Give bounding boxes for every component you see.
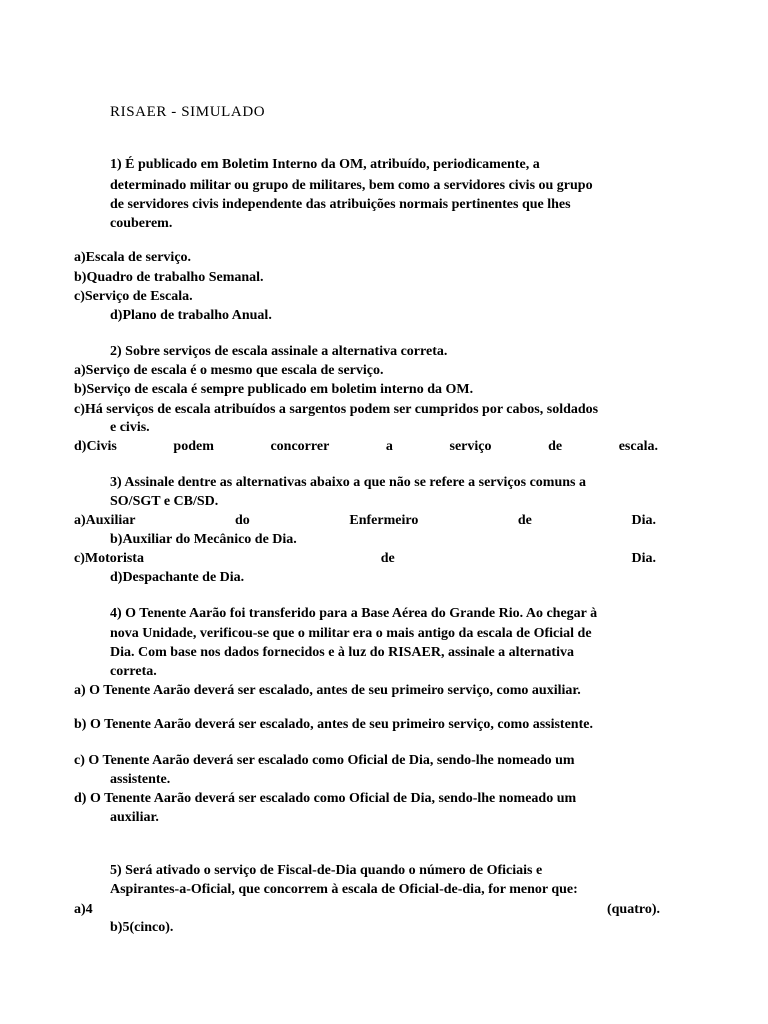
q4-option-c-line-2: assistente. — [110, 772, 171, 787]
q3-a-word: a)Auxiliar — [74, 513, 136, 528]
q3-a-word: de — [517, 513, 532, 528]
q4-stem-line-4: correta. — [110, 664, 157, 679]
q4-option-d-line-2: auxiliar. — [110, 810, 159, 825]
q2-option-d — [74, 437, 658, 456]
document-title: RISAER - SIMULADO — [110, 104, 266, 120]
q2-option-b: b)Serviço de escala é sempre publicado em boletim interno da OM. — [74, 382, 474, 397]
q4-option-a: a) O Tenente Aarão deverá ser escalado, antes de seu primeiro serviço, como auxiliar. — [74, 683, 581, 698]
q2-d-word: serviço — [449, 439, 492, 454]
q2-d-word: de — [548, 439, 563, 454]
q5-option-b: b)5(cinco). — [110, 920, 174, 935]
q5-stem-line-2: Aspirantes-a-Oficial, que concorrem à escala de Oficial-de-dia, for menor que: — [110, 882, 578, 897]
q5-a-word: a)4 — [74, 902, 93, 917]
q2-d-word: d)Civis — [74, 439, 117, 454]
q2-option-c-line-1: c)Há serviços de escala atribuídos a sargentos podem ser cumpridos por cabos, soldados — [74, 402, 599, 417]
q1-option-b: b)Quadro de trabalho Semanal. — [74, 270, 264, 285]
q5-stem-line-1: 5) Será ativado o serviço de Fiscal-de-Dia quando o número de Oficiais e — [110, 863, 543, 878]
q4-stem-line-2: nova Unidade, verificou-se que o militar era o mais antigo da escala de Oficial de — [110, 626, 592, 641]
q1-stem-line-4: couberem. — [110, 216, 173, 231]
q3-stem-line-2: SO/SGT e CB/SD. — [110, 494, 219, 509]
q1-stem-line-1 — [110, 155, 584, 174]
q4-stem-line-3: Dia. Com base nos dados fornecidos e à luz do RISAER, assinale a alternativa — [110, 645, 574, 660]
q2-d-word: podem — [173, 439, 214, 454]
q3-option-d: d)Despachante de Dia. — [110, 570, 245, 585]
q1-option-a: a)Escala de serviço. — [74, 250, 192, 265]
q4-option-d-line-1: d) O Tenente Aarão deverá ser escalado como Oficial de Dia, sendo-lhe nomeado um — [74, 791, 577, 806]
q2-option-c-line-2: e civis. — [110, 420, 150, 435]
q3-a-word: do — [235, 513, 250, 528]
q3-c-word: de — [380, 551, 395, 566]
q1-option-d: d)Plano de trabalho Anual. — [110, 308, 272, 323]
q3-option-b: b)Auxiliar do Mecânico de Dia. — [110, 532, 297, 547]
q1-stem-line-2: determinado militar ou grupo de militares, bem como a servidores civis ou grupo — [110, 178, 593, 193]
q1-option-c: c)Serviço de Escala. — [74, 289, 193, 304]
q3-c-word: c)Motorista — [74, 551, 144, 566]
q2-d-word: concorrer — [270, 439, 330, 454]
q3-a-word: Enfermeiro — [349, 513, 419, 528]
q2-stem: 2) Sobre serviços de escala assinale a alternativa correta. — [110, 344, 448, 359]
q5-option-a — [74, 900, 660, 919]
q2-option-a: a)Serviço de escala é o mesmo que escala de serviço. — [74, 363, 384, 378]
q3-c-word: Dia. — [631, 551, 656, 566]
q1-stem-line-3: de servidores civis independente das atribuições normais pertinentes que lhes — [110, 197, 571, 212]
q2-d-word: escala. — [618, 439, 658, 454]
q3-option-a — [74, 511, 656, 530]
q4-option-c-line-1: c) O Tenente Aarão deverá ser escalado como Oficial de Dia, sendo-lhe nomeado um — [74, 753, 575, 768]
q3-a-word: Dia. — [631, 513, 656, 528]
q4-option-b: b) O Tenente Aarão deverá ser escalado, antes de seu primeiro serviço, como assistente. — [74, 717, 593, 732]
q3-stem-line-1: 3) Assinale dentre as alternativas abaixo a que não se refere a serviços comuns a — [110, 475, 586, 490]
q2-d-word: a — [385, 439, 393, 454]
q3-option-c — [74, 549, 656, 568]
q5-a-word: (quatro). — [606, 902, 660, 917]
q4-stem-line-1: 4) O Tenente Aarão foi transferido para a Base Aérea do Grande Rio. Ao chegar à — [110, 606, 598, 621]
q1-stem-text-1: 1) É publicado em Boletim Interno da OM, atribuído, periodicamente, a — [110, 157, 540, 172]
